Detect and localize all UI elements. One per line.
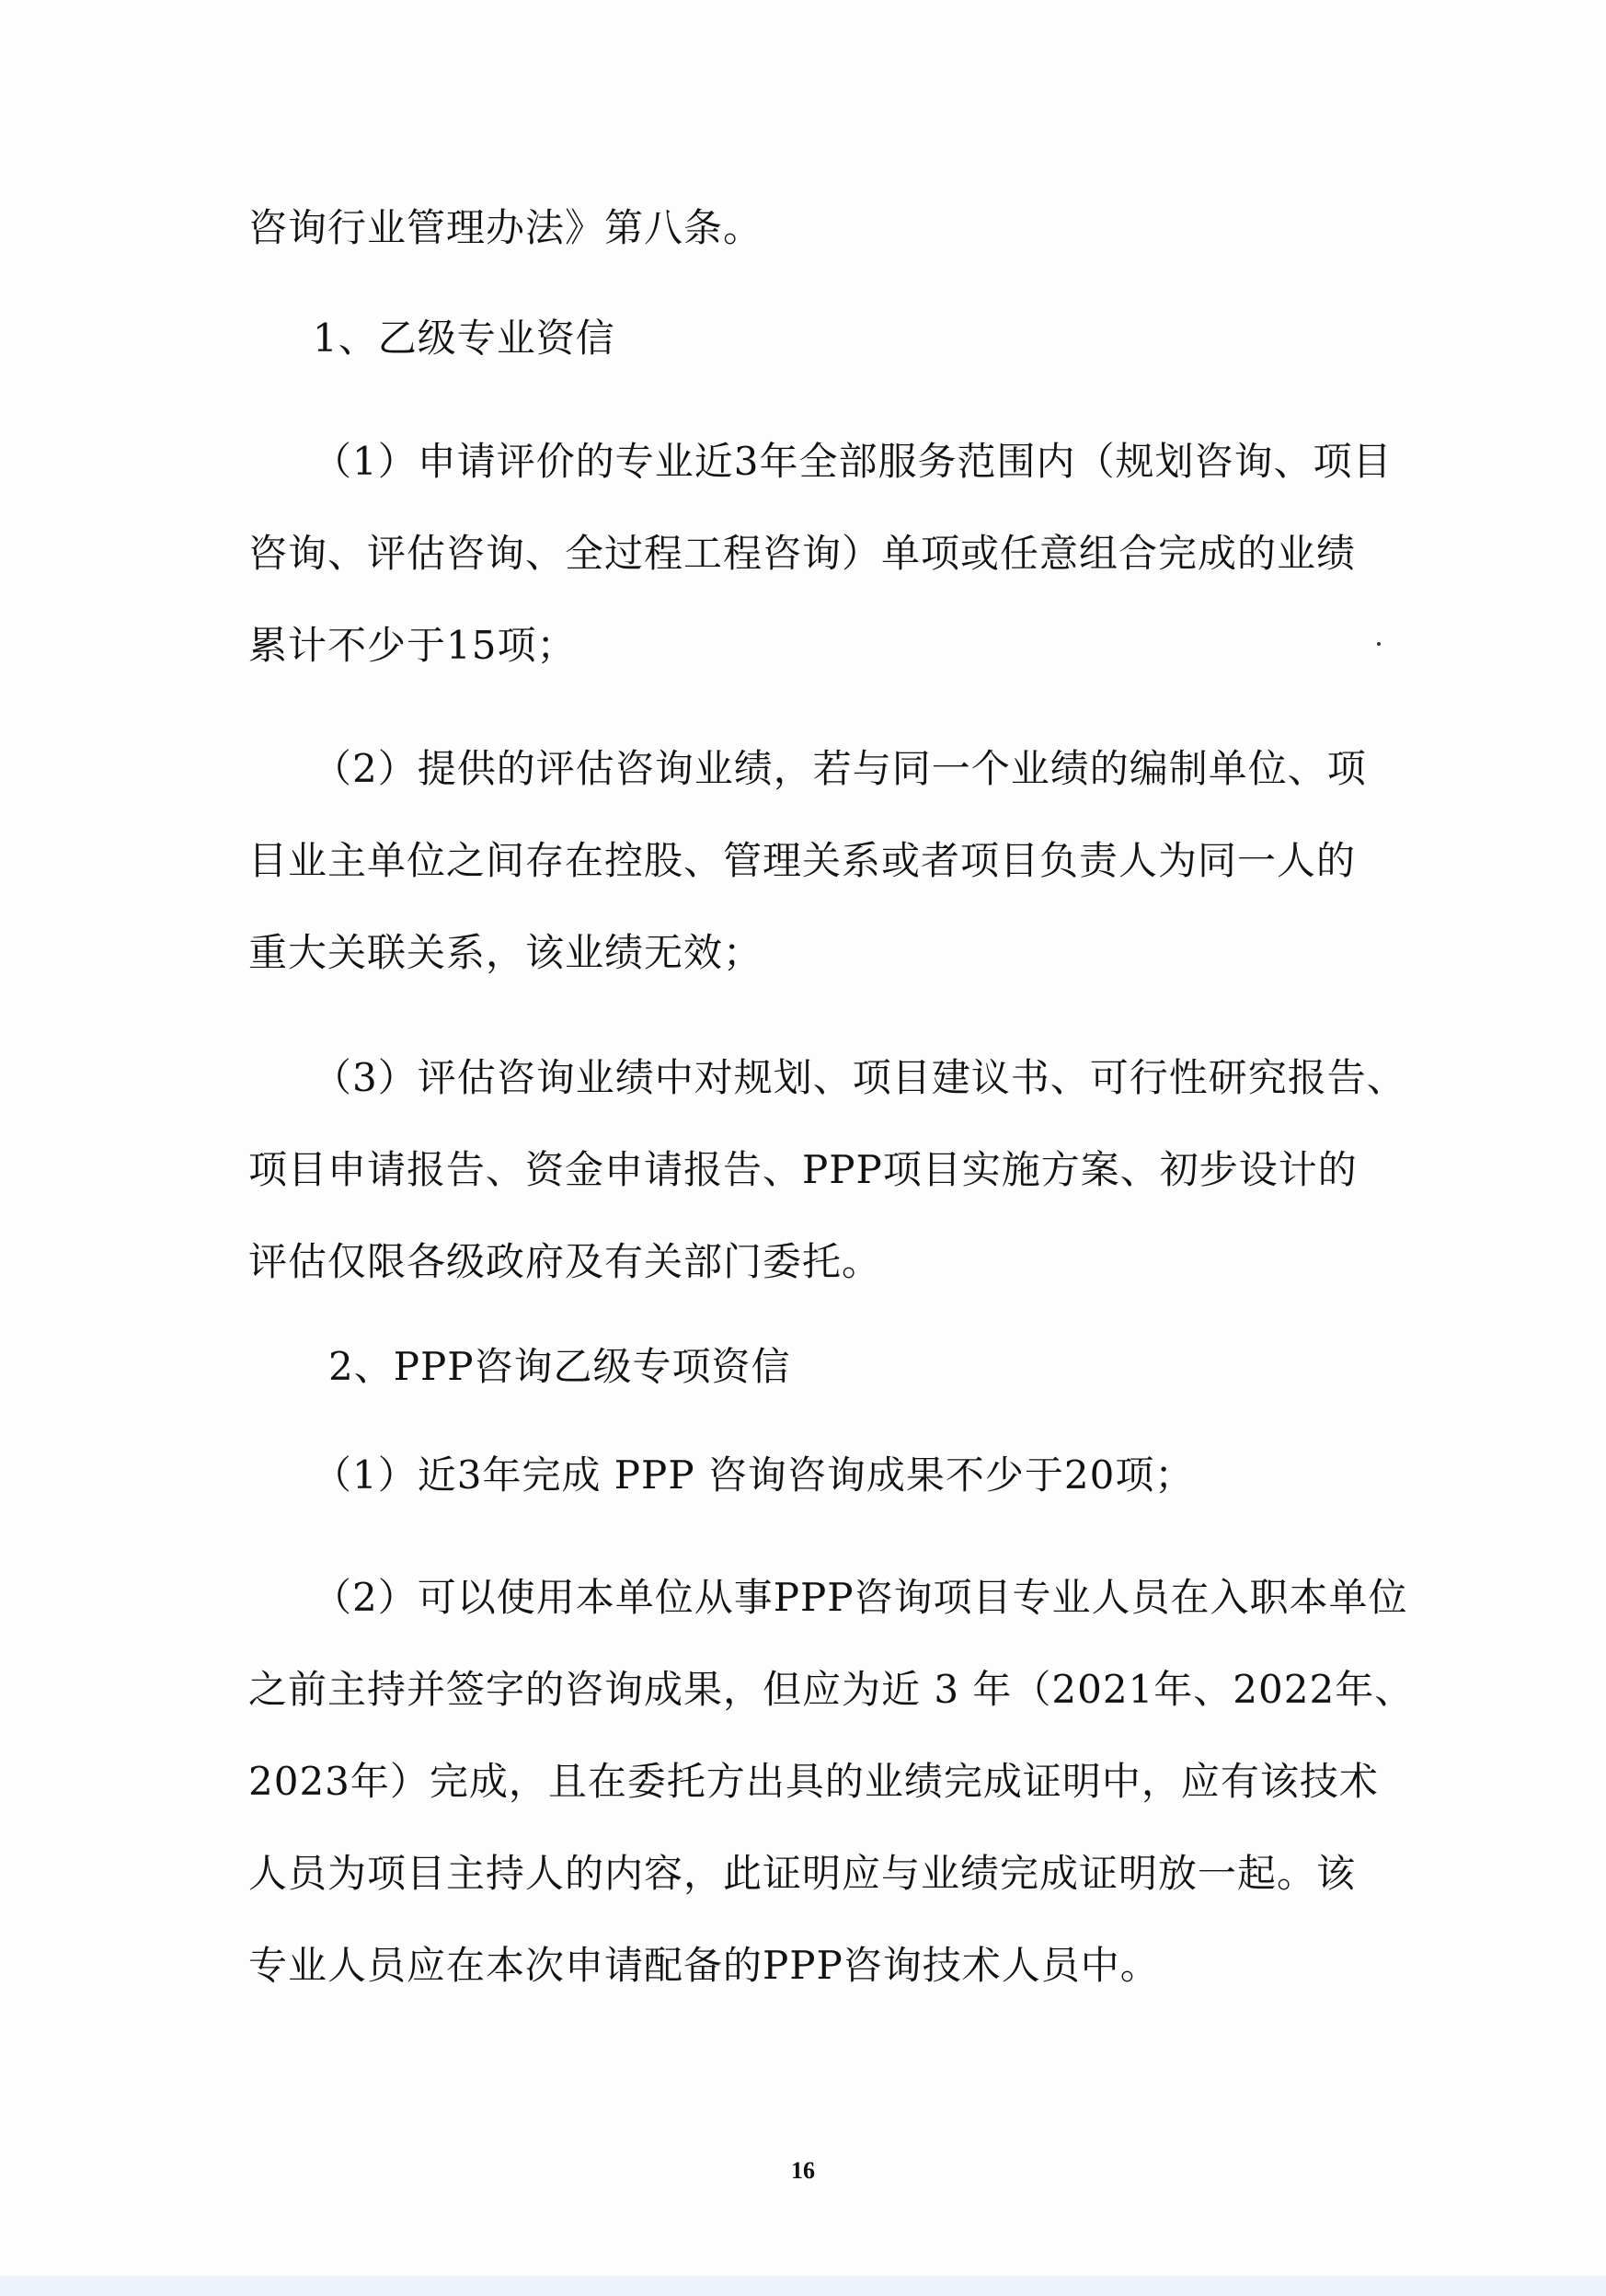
text-line: 2023年）完成，且在委托方出具的业绩完成证明中，应有该技术	[248, 1759, 1379, 1804]
text-line: 累计不少于15项；	[248, 623, 577, 668]
text-line: 咨询行业管理办法》第八条。	[248, 205, 763, 250]
section-heading: 1、乙级专业资信	[313, 316, 615, 361]
section-heading: 2、PPP咨询乙级专项资信	[328, 1344, 791, 1389]
scan-speck	[1377, 642, 1381, 646]
text-line: 重大关联关系，该业绩无效；	[248, 930, 763, 975]
scan-edge-strip	[0, 2276, 1606, 2296]
text-line: （1）近3年完成 PPP 咨询咨询成果不少于20项；	[313, 1452, 1195, 1498]
text-line: 目业主单位之间存在控股、管理关系或者项目负责人为同一人的	[248, 838, 1357, 883]
text-line: （3）评估咨询业绩中对规划、项目建议书、可行性研究报告、	[313, 1055, 1406, 1100]
text-line: 咨询、评估咨询、全过程工程咨询）单项或任意组合完成的业绩	[248, 531, 1357, 576]
text-line: 项目申请报告、资金申请报告、PPP项目实施方案、初步设计的	[248, 1147, 1358, 1192]
text-line: 人员为项目主持人的内容，此证明应与业绩完成证明放一起。该	[248, 1851, 1357, 1896]
text-line: （2）可以使用本单位从事PPP咨询项目专业人员在入职本单位	[313, 1575, 1408, 1620]
text-line: 之前主持并签字的咨询成果，但应为近 3 年（2021年、2022年、	[248, 1667, 1415, 1712]
page-number: 16	[791, 2157, 815, 2184]
text-line: 专业人员应在本次申请配备的PPP咨询技术人员中。	[248, 1943, 1160, 1988]
text-line: （2）提供的评估咨询业绩，若与同一个业绩的编制单位、项	[313, 746, 1367, 791]
text-line: 评估仅限各级政府及有关部门委托。	[248, 1239, 882, 1284]
text-line: （1）申请评价的专业近3年全部服务范围内（规划咨询、项目	[313, 439, 1393, 484]
